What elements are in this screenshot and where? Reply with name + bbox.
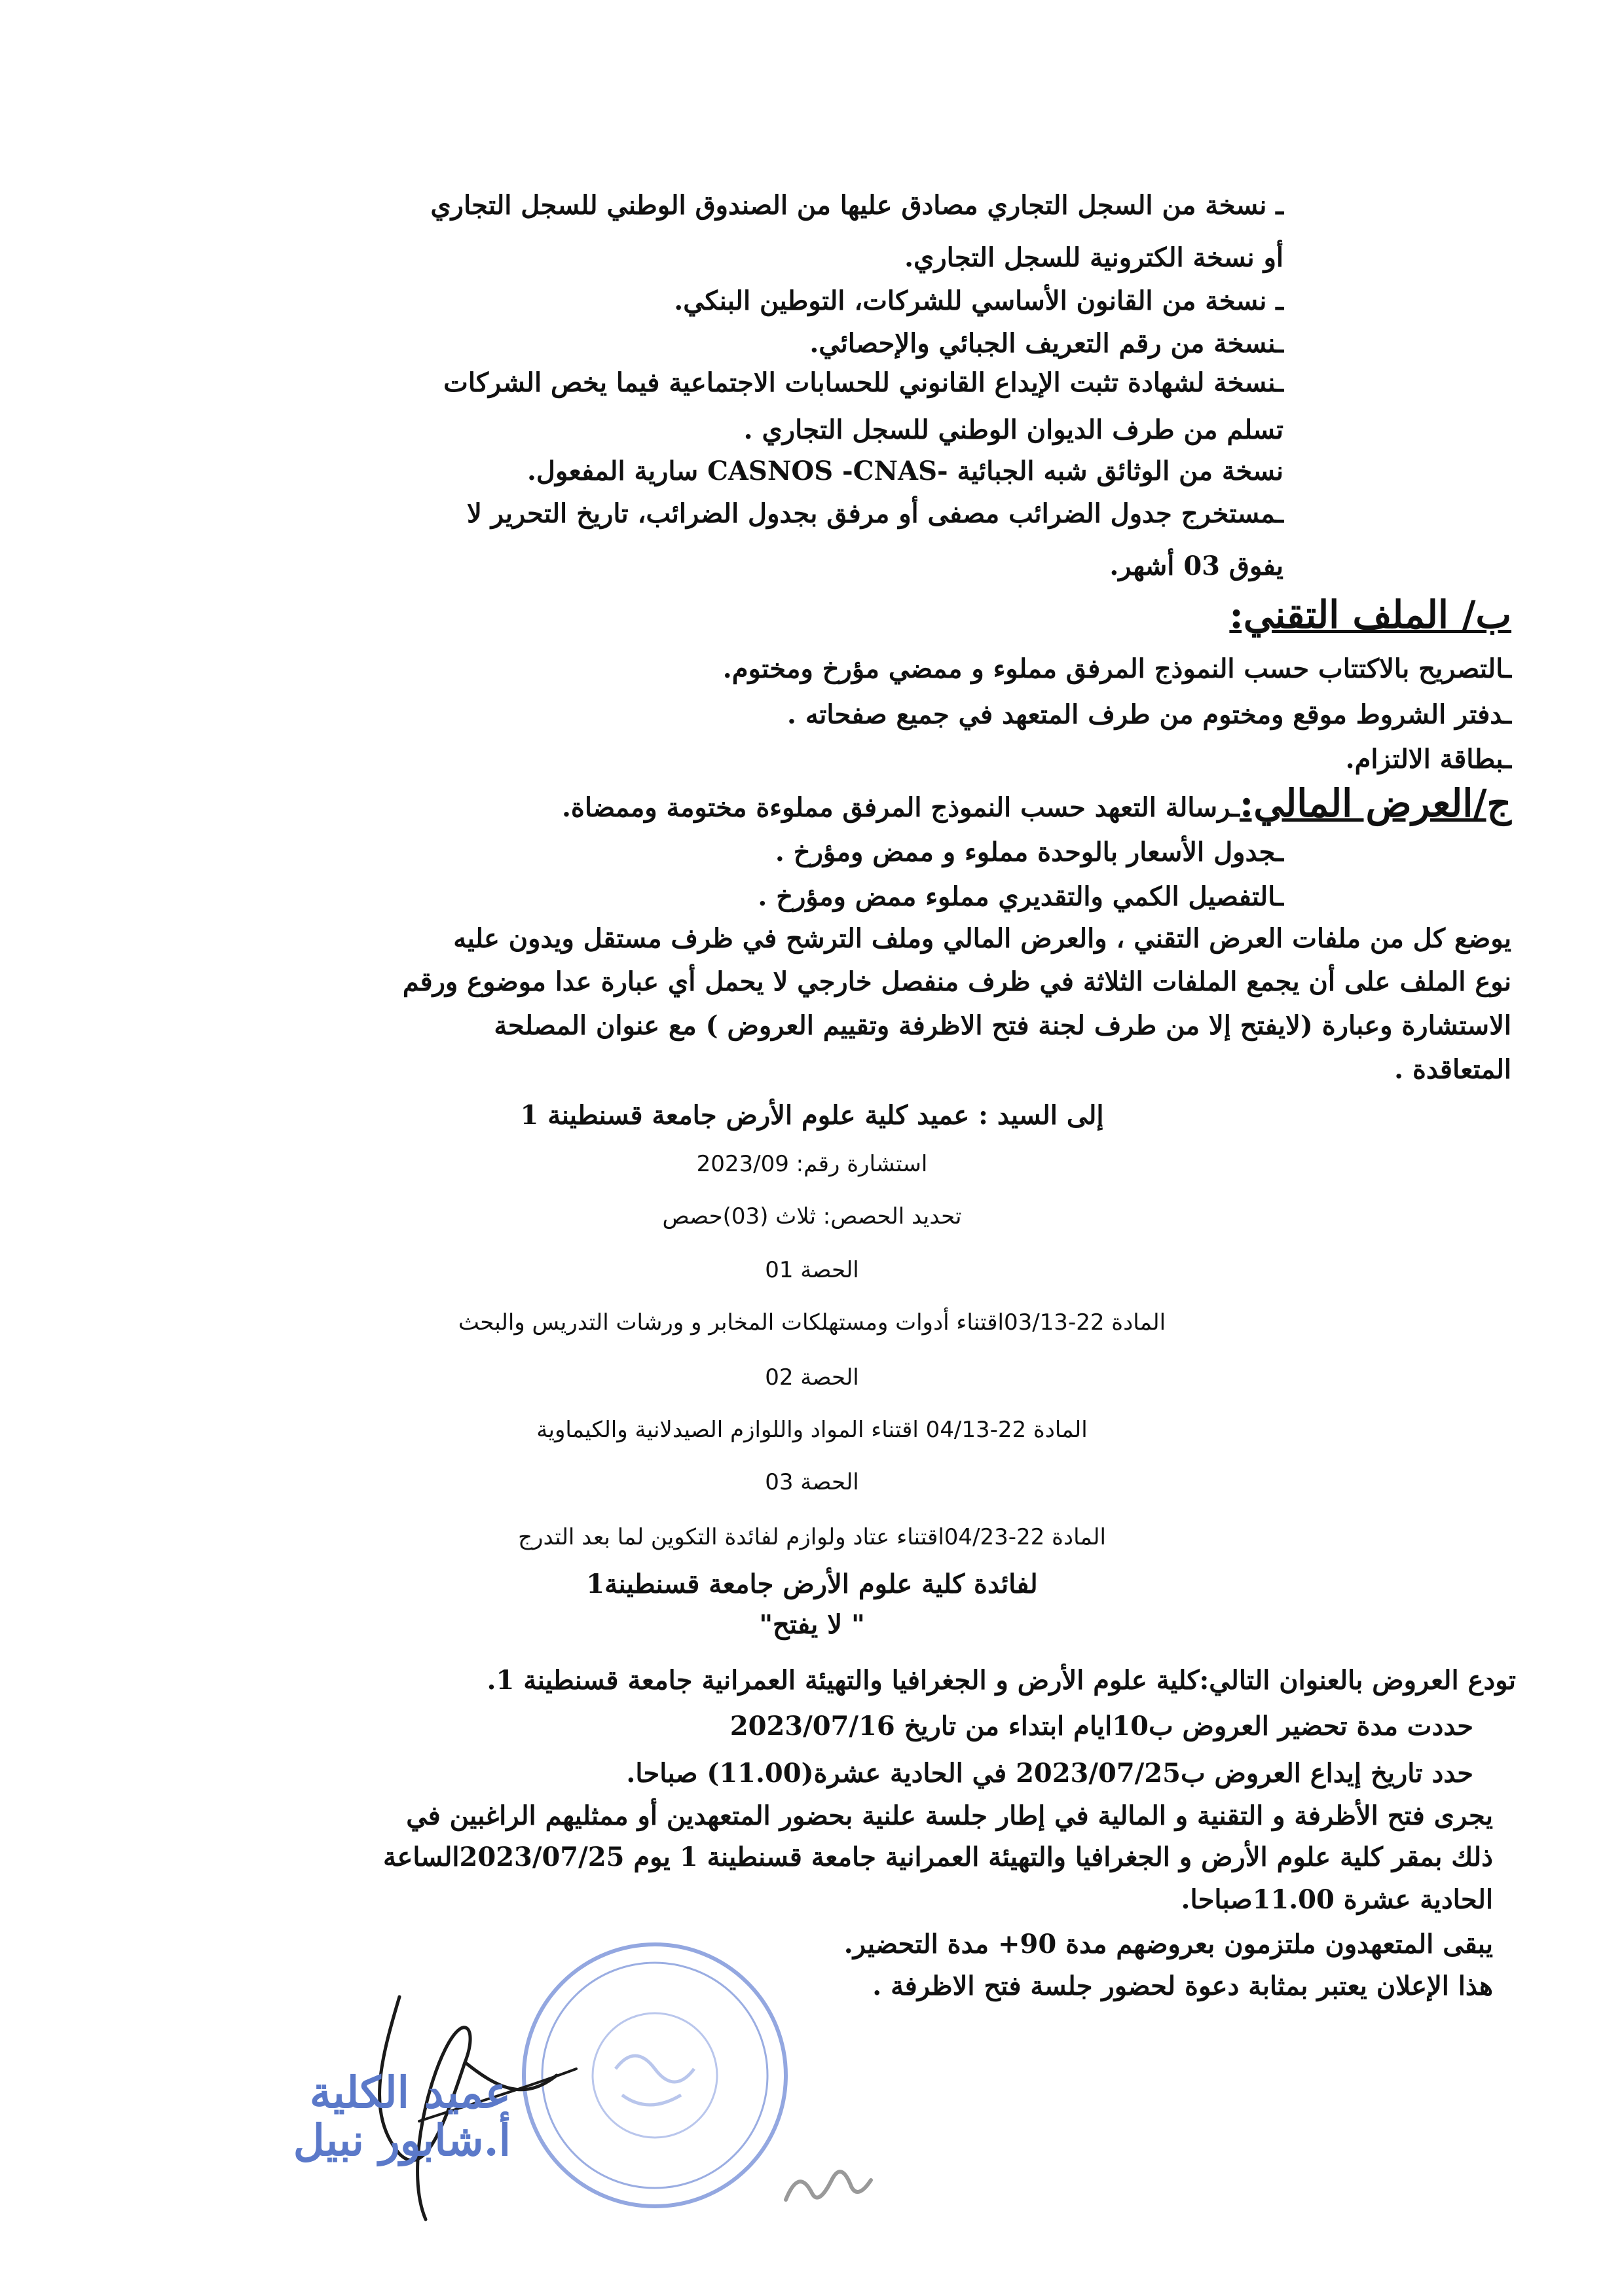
paragraph-line: نوع الملف على أن يجمع الملفات الثلاثة في ظرف منفصل خارجي لا يحمل أي عبارة عدا موضوع ورقم — [402, 966, 1511, 997]
dean-seal — [262, 2069, 511, 2164]
list-item-deposit-certificate-cont: تسلم من طرف الديوان الوطني للسجل التجاري . — [743, 414, 1283, 445]
list-item-tax-extract-cont: يفوق 03 أشهر. — [1109, 551, 1283, 581]
ink-mark — [779, 2154, 884, 2213]
lot-description: المادة 22-04/23اقتناء عتاد ولوازم لفائدة التكوين لما بعد التدرج — [518, 1524, 1106, 1550]
closing-line: حددت مدة تحضير العروض ب10ايام ابتداء من تاريخ 2023/07/16 — [729, 1711, 1473, 1741]
section-b-item: ـالتصريح بالاكتتاب حسب النموذج المرفق مملوء و ممضي مؤرخ ومختوم. — [722, 653, 1511, 684]
section-c-inline-item: ـرسالة التعهد حسب النموذج المرفق مملوءة مختومة وممضاة. — [562, 792, 1240, 823]
envelope-recipient: إلى السيد : عميد كلية علوم الأرض جامعة قسنطينة 1 — [520, 1100, 1104, 1131]
beneficiary: لفائدة كلية علوم الأرض جامعة قسنطينة1 — [586, 1569, 1038, 1599]
list-item-tax-extract: ـمستخرج جدول الضرائب مصفى أو مرفق بجدول الضرائب، تاريخ التحرير لا — [466, 498, 1283, 529]
list-item-commercial-register: ـ نسخة من السجل التجاري مصادق عليها من الصندوق الوطني للسجل التجاري — [430, 190, 1283, 221]
section-b-heading: ب/ الملف التقني: — [1229, 592, 1511, 637]
section-c-item: ـالتفصيل الكمي والتقديري مملوء ممض ومؤرخ . — [758, 881, 1283, 912]
list-item-electronic-register: أو نسخة الكترونية للسجل التجاري. — [904, 242, 1283, 273]
consultation-number: استشارة رقم: 2023/09 — [696, 1151, 928, 1177]
section-c-item: ـجدول الأسعار بالوحدة مملوء و ممض ومؤرخ . — [775, 837, 1283, 867]
paragraph-line: المتعاقدة . — [1394, 1054, 1511, 1085]
paragraph-line: الاستشارة وعبارة (لايفتح إلا من طرف لجنة فتح الاظرفة وتقييم العروض ) مع عنوان المصلحة — [494, 1010, 1511, 1041]
do-not-open: " لا يفتح" — [759, 1609, 865, 1640]
closing-line: هذا الإعلان يعتبر بمثابة دعوة لحضور جلسة فتح الاظرفة . — [872, 1971, 1493, 2001]
closing-line: الحادية عشرة 11.00صباحا. — [1181, 1884, 1493, 1915]
section-c-heading: ج/العرض المالي: — [1239, 781, 1511, 826]
section-c-line — [562, 783, 1511, 825]
list-item-tax-id: ـنسخة من رقم التعريف الجبائي والإحصائي. — [809, 328, 1283, 359]
closing-line: يجرى فتح الأظرفة و التقنية و المالية في إطار جلسة علنية بحضور المتعهدين أو ممثليهم الراغبين في — [406, 1800, 1493, 1831]
section-b-item: ـدفتر الشروط موقع ومختوم من طرف المتعهد في جميع صفحاته . — [786, 699, 1511, 730]
list-item-parafiscal: نسخة من الوثائق شبه الجبائية -CASNOS -CNAS سارية المفعول. — [527, 456, 1283, 486]
lot-title: الحصة 02 — [765, 1364, 859, 1391]
lot-title: الحصة 03 — [765, 1469, 859, 1495]
lot-description: المادة 22-03/13اقتناء أدوات ومستهلكات المخابر و ورشات التدريس والبحث — [458, 1309, 1166, 1336]
closing-line: تودع العروض بالعنوان التالي:كلية علوم الأرض و الجغرافيا والتهيئة العمرانية جامعة قسنطينة 1. — [487, 1665, 1516, 1696]
dean-name: أ.شابور نبيل — [293, 2114, 511, 2166]
list-item-statutes: ـ نسخة من القانون الأساسي للشركات، التوطين البنكي. — [674, 285, 1283, 316]
dean-title: عميد الكلية — [309, 2067, 511, 2118]
closing-line: ذلك بمقر كلية علوم الأرض و الجغرافيا والتهيئة العمرانية جامعة قسنطينة 1 يوم 2023/07/25الساعة — [383, 1842, 1493, 1872]
lot-title: الحصة 01 — [765, 1257, 859, 1283]
closing-line: حدد تاريخ إيداع العروض ب2023/07/25 في الحادية عشرة(11.00) صباحا. — [626, 1758, 1473, 1789]
lots-count: تحديد الحصص: ثلاث (03)حصص — [662, 1203, 962, 1230]
section-b-item: ـبطاقة الالتزام. — [1345, 744, 1511, 774]
closing-line: يبقى المتعهدون ملتزمون بعروضهم مدة 90+ مدة التحضير. — [843, 1929, 1493, 1959]
list-item-deposit-certificate: ـنسخة لشهادة تثبت الإيداع القانوني للحسابات الاجتماعية فيما يخص الشركات — [443, 367, 1283, 398]
lot-description: المادة 22-04/13 اقتناء المواد واللوازم الصيدلانية والكيماوية — [536, 1417, 1088, 1443]
paragraph-line: يوضع كل من ملفات العرض التقني ، والعرض المالي وملف الترشح في ظرف مستقل ويدون عليه — [453, 923, 1511, 954]
